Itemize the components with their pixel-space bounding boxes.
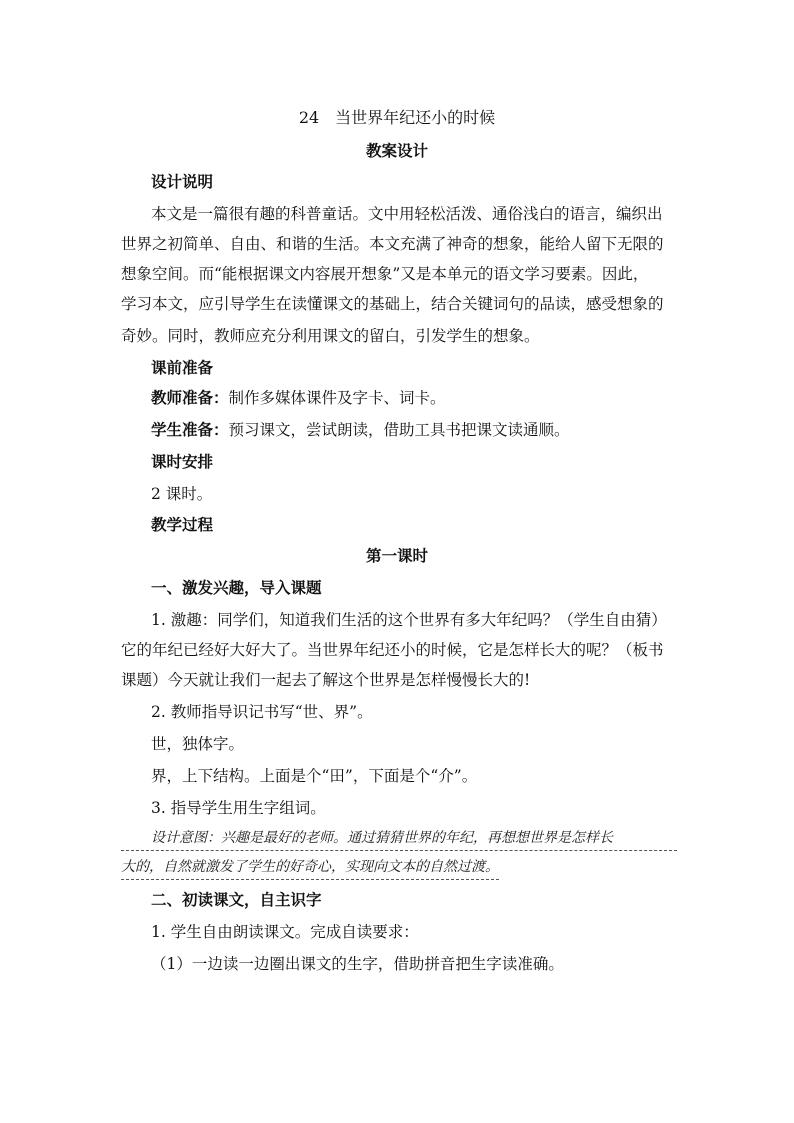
schedule-heading: 课时安排 [151,453,214,471]
teacher-prep-text: 制作多媒体课件及字卡、词卡。 [228,389,446,407]
document-subtitle: 教案设计 [365,142,428,160]
part1-line-2: 它的年纪已经好大好大了。当世界年纪还小的时候，它是怎样长大的呢？（板书 [121,641,664,659]
part2-heading: 二、初读课文，自主识字 [151,891,322,909]
design-para-line-5: 奇妙。同时，教师应充分利用课文的留白，引发学生的想象。 [121,327,540,345]
design-intent-note [121,828,677,886]
prep-heading: 课前准备 [151,359,214,377]
part1-line-1: 1. 激趣：同学们，知道我们生活的这个世界有多大年纪吗？（学生自由猜） [151,611,667,629]
design-intent-line-1: 设计意图：兴趣是最好的老师。通过猜猜世界的年纪，再想想世界是怎样长 [121,828,677,851]
part2-line-2: （1）一边读一边圈出课文的生字，借助拼音把生字读准确。 [151,955,564,973]
part1-line-5: 世，独体字。 [151,735,245,753]
process-heading: 教学过程 [151,516,214,534]
design-para-line-1: 本文是一篇很有趣的科普童话。文中用轻松活泼、通俗浅白的语言，编织出 [151,205,663,223]
design-para-line-4: 学习本文，应引导学生在读懂课文的基础上，结合关键词句的品读，感受想象的 [121,295,664,313]
part1-heading: 一、激发兴趣，导入课题 [151,579,322,597]
design-note-heading: 设计说明 [151,173,214,191]
first-lesson-heading: 第一课时 [365,547,428,565]
student-prep [151,420,570,440]
part1-line-6: 界，上下结构。上面是个“田”，下面是个“介”。 [151,767,478,785]
part1-line-3: 课题）今天就让我们一起去了解这个世界是怎样慢慢长大的! [121,671,531,689]
part1-line-4: 2. 教师指导识记书写“世、界”。 [151,703,373,721]
teacher-prep-label: 教师准备： [151,389,229,407]
teacher-prep [151,388,446,408]
part1-line-7: 3. 指导学生用生字组词。 [151,799,326,817]
part2-line-1: 1. 学生自由朗读课文。完成自读要求： [151,923,419,941]
design-intent-line-2: 大的，自然就激发了学生的好奇心，实现向文本的自然过渡。 [121,857,499,880]
lesson-title: 24 当世界年纪还小的时候 [298,108,496,127]
student-prep-text: 预习课文，尝试朗读，借助工具书把课文读通顺。 [228,421,570,439]
schedule-text: 2 课时。 [151,485,213,503]
student-prep-label: 学生准备： [151,421,229,439]
design-para-line-2: 世界之初简单、自由、和谐的生活。本文充满了神奇的想象，能给人留下无限的 [121,235,664,253]
design-para-line-3: 想象空间。而“能根据课文内容展开想象”又是本单元的语文学习要素。因此， [121,265,649,283]
